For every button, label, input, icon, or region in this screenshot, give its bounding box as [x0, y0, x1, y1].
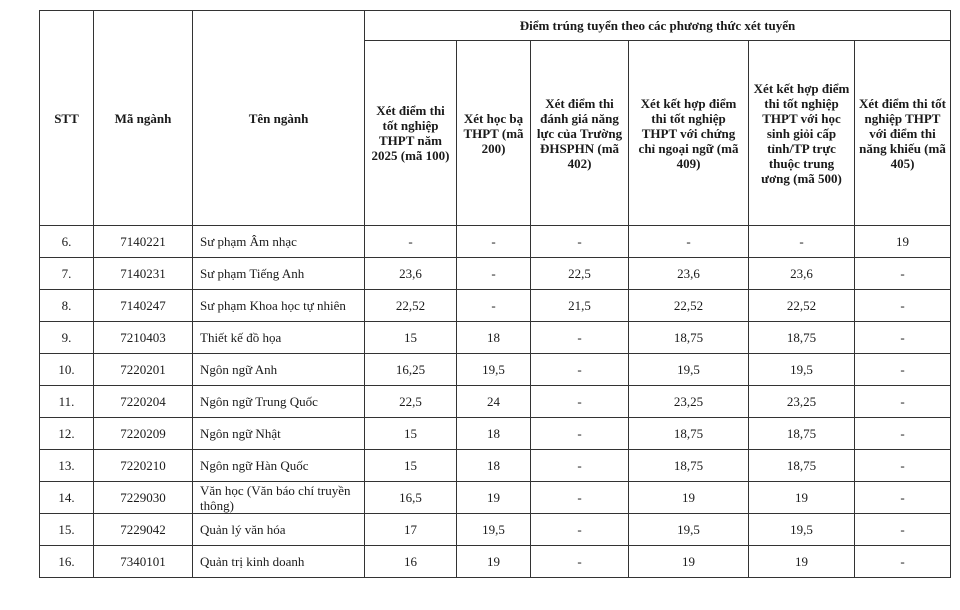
name-cell: Ngôn ngữ Nhật: [193, 418, 365, 450]
table-row: [40, 354, 951, 386]
score-cell: 19: [457, 546, 531, 578]
score-cell: -: [531, 514, 629, 546]
stt-cell: 6.: [40, 226, 94, 258]
name-cell: Sư phạm Tiếng Anh: [193, 258, 365, 290]
code-cell: 7340101: [94, 546, 193, 578]
stt-cell: 10.: [40, 354, 94, 386]
score-cell: -: [457, 290, 531, 322]
stt-cell: 7.: [40, 258, 94, 290]
score-cell: 19: [629, 482, 749, 514]
score-cell: 22,5: [531, 258, 629, 290]
name-cell: Ngôn ngữ Trung Quốc: [193, 386, 365, 418]
score-cell: -: [855, 290, 951, 322]
score-cell: 19,5: [749, 514, 855, 546]
score-cell: -: [749, 226, 855, 258]
code-cell: 7229030: [94, 482, 193, 514]
name-cell: Ngôn ngữ Hàn Quốc: [193, 450, 365, 482]
score-cell: 19: [855, 226, 951, 258]
code-cell: 7229042: [94, 514, 193, 546]
name-cell: Quản trị kinh doanh: [193, 546, 365, 578]
score-cell: 23,25: [749, 386, 855, 418]
table-row: [40, 290, 951, 322]
score-cell: 16: [365, 546, 457, 578]
score-cell: 15: [365, 322, 457, 354]
stt-cell: 9.: [40, 322, 94, 354]
score-cell: -: [629, 226, 749, 258]
table-row: [40, 322, 951, 354]
header-method-409: Xét kết hợp điểm thi tốt nghiệp THPT với chứng chỉ ngoại ngữ (mã 409): [629, 41, 749, 226]
header-code: Mã ngành: [94, 11, 193, 226]
score-cell: 22,52: [365, 290, 457, 322]
score-cell: 19,5: [749, 354, 855, 386]
score-cell: 19: [749, 546, 855, 578]
score-cell: 19: [629, 546, 749, 578]
score-cell: 18: [457, 450, 531, 482]
code-cell: 7220210: [94, 450, 193, 482]
score-cell: -: [531, 386, 629, 418]
stt-cell: 15.: [40, 514, 94, 546]
score-cell: -: [531, 226, 629, 258]
name-cell: Thiết kế đồ họa: [193, 322, 365, 354]
score-cell: -: [531, 322, 629, 354]
score-cell: 17: [365, 514, 457, 546]
score-cell: -: [855, 450, 951, 482]
table-row: [40, 258, 951, 290]
name-cell: Văn học (Văn báo chí truyền thông): [193, 482, 365, 514]
table-row: [40, 226, 951, 258]
code-cell: 7220204: [94, 386, 193, 418]
score-cell: 18,75: [749, 322, 855, 354]
code-cell: 7140221: [94, 226, 193, 258]
table-row: [40, 546, 951, 578]
score-cell: 23,6: [365, 258, 457, 290]
score-cell: -: [855, 386, 951, 418]
score-cell: 19: [457, 482, 531, 514]
name-cell: Quản lý văn hóa: [193, 514, 365, 546]
score-cell: 24: [457, 386, 531, 418]
score-cell: -: [855, 322, 951, 354]
score-cell: 18,75: [749, 418, 855, 450]
score-cell: 15: [365, 418, 457, 450]
admission-scores-document: [39, 10, 951, 578]
table-row: [40, 514, 951, 546]
score-cell: 15: [365, 450, 457, 482]
stt-cell: 16.: [40, 546, 94, 578]
score-cell: 18: [457, 418, 531, 450]
score-cell: 18,75: [749, 450, 855, 482]
score-cell: -: [855, 354, 951, 386]
score-cell: 18,75: [629, 322, 749, 354]
score-cell: 18,75: [629, 450, 749, 482]
header-method-405: Xét điểm thi tốt nghiệp THPT với điểm thi năng khiếu (mã 405): [855, 41, 951, 226]
stt-cell: 13.: [40, 450, 94, 482]
score-cell: -: [531, 354, 629, 386]
score-cell: 16,25: [365, 354, 457, 386]
header-method-group: Điểm trúng tuyển theo các phương thức xét tuyển: [365, 11, 951, 41]
name-cell: Sư phạm Âm nhạc: [193, 226, 365, 258]
name-cell: Sư phạm Khoa học tự nhiên: [193, 290, 365, 322]
code-cell: 7140231: [94, 258, 193, 290]
header-method-500: Xét kết hợp điểm thi tốt nghiệp THPT với học sinh giỏi cấp tỉnh/TP trực thuộc trung ương (mã 500): [749, 41, 855, 226]
table-row: [40, 386, 951, 418]
admission-scores-table: [39, 10, 951, 578]
score-cell: -: [855, 482, 951, 514]
score-cell: -: [531, 418, 629, 450]
score-cell: 19,5: [457, 354, 531, 386]
score-cell: -: [855, 258, 951, 290]
code-cell: 7220209: [94, 418, 193, 450]
score-cell: -: [531, 546, 629, 578]
score-cell: 19,5: [457, 514, 531, 546]
header-name: Tên ngành: [193, 11, 365, 226]
score-cell: -: [531, 482, 629, 514]
score-cell: 23,6: [749, 258, 855, 290]
score-cell: 18,75: [629, 418, 749, 450]
score-cell: -: [531, 450, 629, 482]
score-cell: 22,5: [365, 386, 457, 418]
score-cell: -: [855, 418, 951, 450]
score-cell: -: [365, 226, 457, 258]
score-cell: 23,25: [629, 386, 749, 418]
score-cell: 19: [749, 482, 855, 514]
score-cell: 21,5: [531, 290, 629, 322]
table-row: [40, 418, 951, 450]
score-cell: 19,5: [629, 354, 749, 386]
code-cell: 7220201: [94, 354, 193, 386]
code-cell: 7140247: [94, 290, 193, 322]
score-cell: 16,5: [365, 482, 457, 514]
score-cell: -: [855, 546, 951, 578]
score-cell: 23,6: [629, 258, 749, 290]
stt-cell: 14.: [40, 482, 94, 514]
score-cell: 18: [457, 322, 531, 354]
table-row: [40, 482, 951, 514]
code-cell: 7210403: [94, 322, 193, 354]
table-row: [40, 450, 951, 482]
header-method-200: Xét học bạ THPT (mã 200): [457, 41, 531, 226]
header-method-100: Xét điểm thi tốt nghiệp THPT năm 2025 (mã 100): [365, 41, 457, 226]
score-cell: -: [457, 258, 531, 290]
stt-cell: 12.: [40, 418, 94, 450]
score-cell: 22,52: [629, 290, 749, 322]
header-stt: STT: [40, 11, 94, 226]
score-cell: -: [457, 226, 531, 258]
stt-cell: 11.: [40, 386, 94, 418]
stt-cell: 8.: [40, 290, 94, 322]
name-cell: Ngôn ngữ Anh: [193, 354, 365, 386]
score-cell: -: [855, 514, 951, 546]
score-cell: 19,5: [629, 514, 749, 546]
table-body: [40, 226, 951, 578]
header-method-402: Xét điểm thi đánh giá năng lực của Trường ĐHSPHN (mã 402): [531, 41, 629, 226]
score-cell: 22,52: [749, 290, 855, 322]
